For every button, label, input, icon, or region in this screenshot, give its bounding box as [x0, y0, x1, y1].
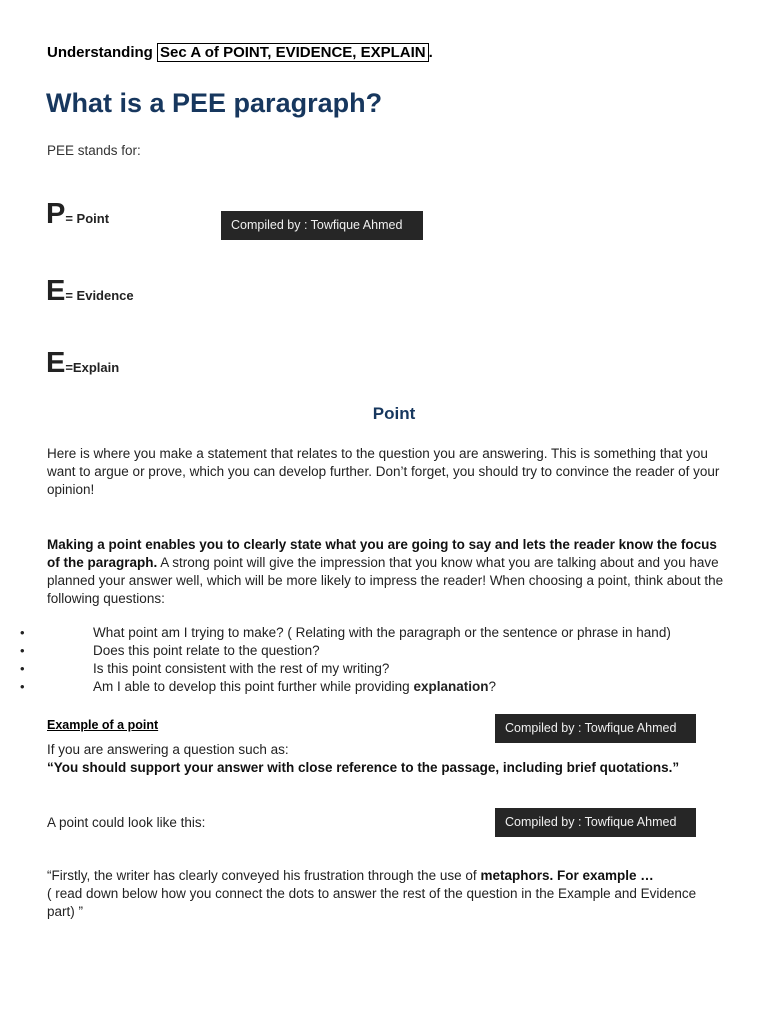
page-title: What is a PEE paragraph? [46, 88, 383, 118]
bullet: • [20, 625, 25, 640]
compiled-by-badge: Compiled by : Towfique Ahmed [495, 808, 696, 837]
header-line [47, 44, 433, 61]
acronym-letter: E [46, 275, 66, 307]
list-item: • Am I able to develop this point further while providing explanation? [20, 679, 496, 694]
header-prefix: Understanding [47, 44, 158, 61]
acronym-letter: E [46, 347, 66, 379]
compiled-by-badge: Compiled by : Towfique Ahmed [495, 714, 696, 743]
stands-for-text: PEE stands for: [47, 143, 141, 158]
point-intro: A point could look like this: [47, 815, 206, 830]
example-point: “Firstly, the writer has clearly conveyed his frustration through the use of metaphors. For example … ( read down below how you connect the dots to answer the rest of the question in the Example and Evidence part) ” [47, 868, 697, 919]
acronym-word: = Evidence [65, 288, 134, 303]
compiled-by-badge: Compiled by : Towfique Ahmed [221, 211, 423, 240]
acronym-explain [46, 347, 119, 380]
acronym-word: =Explain [65, 360, 120, 375]
bullet: • [20, 643, 25, 658]
paragraph-rest: A strong point will give the impression that you know what you are talking about and you have planned your answer well, which will be more likely to impress the reader! When choosing a point, think about the following questions: [47, 555, 724, 606]
bold-statement: Making a point enables you to clearly state what you are going to say and lets the reader know the focus of the paragraph. [47, 537, 717, 570]
list-item: • Is this point consistent with the rest of my writing? [20, 661, 390, 676]
bullet: • [20, 679, 25, 694]
acronym-word: = Point [65, 211, 110, 226]
question-intro: If you are answering a question such as: [47, 742, 289, 757]
acronym-letter: P [46, 198, 66, 230]
acronym-point [46, 198, 109, 231]
list-item: • What point am I trying to make? ( Relating with the paragraph or the sentence or phrase in hand) [20, 625, 671, 640]
acronym-evidence [46, 275, 134, 308]
list-item: • Does this point relate to the question? [20, 643, 320, 658]
question-list [0, 624, 740, 696]
example-label: Example of a point [47, 718, 159, 732]
point-paragraph-1: Here is where you make a statement that relates to the question you are answering. This is something that you want to argue or prove, which you can develop further. Don’t forget, you should try to convince the reader of your opinion! [47, 446, 720, 497]
header-suffix: . [428, 44, 433, 61]
header-boxed-text: Sec A of POINT, EVIDENCE, EXPLAIN [157, 43, 429, 62]
point-paragraph-2 [47, 536, 727, 608]
question-quote: “You should support your answer with close reference to the passage, including brief quotations.” [47, 760, 680, 775]
section-heading-point: Point [372, 404, 416, 423]
bullet: • [20, 661, 25, 676]
